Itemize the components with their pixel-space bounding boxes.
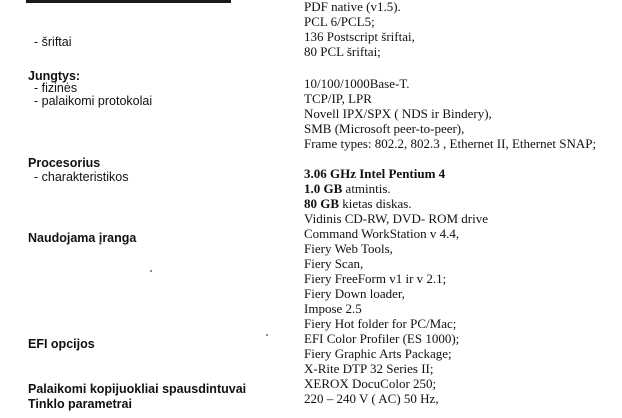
label-physical: - fizinės [34,81,78,95]
ram-text: atmintis. [342,181,391,196]
value-cpu: 3.06 GHz Intel Pentium 4 [304,166,446,181]
value-graphic-arts: Fiery Graphic Arts Package; [304,346,452,361]
label-supported-copiers: Palaikomi kopijuokliai spausdintuvai [28,382,247,396]
value-smb: SMB (Microsoft peer-to-peer), [304,121,465,136]
disk-amount: 80 GB [304,196,340,211]
scan-speck [150,270,152,272]
value-color-profiler: EFI Color Profiler (ES 1000); [304,331,460,346]
value-freeform: Fiery FreeForm v1 ir v 2.1; [304,271,447,286]
label-efi-options: EFI opcijos [28,337,95,351]
value-frame-types: Frame types: 802.2, 802.3 , Ethernet II, Ethernet SNAP; [304,136,597,151]
ram-amount: 1.0 GB [304,181,343,196]
label-network-params: Tinklo parametrai [28,397,132,411]
disk-text: kietas diskas. [339,196,412,211]
label-connections: Jungtys: [28,69,81,83]
value-voltage: 220 – 240 V ( AC) 50 Hz, [304,391,439,406]
scan-speck [266,334,268,336]
value-ram [304,181,391,196]
label-protocols: - palaikomi protokolai [34,94,153,108]
value-downloader: Fiery Down loader, [304,286,405,301]
label-processor: Procesorius [28,156,101,170]
label-equipment: Naudojama įranga [28,231,137,245]
value-xrite: X-Rite DTP 32 Series II; [304,361,434,376]
value-web-tools: Fiery Web Tools, [304,241,393,256]
value-tcpip: TCP/IP, LPR [304,91,372,106]
value-fiery-scan: Fiery Scan, [304,256,364,271]
top-rule [26,0,231,3]
label-fonts: - šriftai [34,35,72,49]
value-pcl-fonts: 80 PCL šriftai; [304,44,381,59]
value-cd-drive: Vidinis CD-RW, DVD- ROM drive [304,211,488,226]
value-postscript-fonts: 136 Postscript šriftai, [304,29,415,44]
value-pdf: PDF native (v1.5). [304,0,401,14]
value-hot-folder: Fiery Hot folder for PC/Mac; [304,316,457,331]
label-characteristics: - charakteristikos [34,170,129,184]
value-impose: Impose 2.5 [304,301,362,316]
value-disk [304,196,412,211]
value-novell: Novell IPX/SPX ( NDS ir Bindery), [304,106,492,121]
value-pcl: PCL 6/PCL5; [304,14,375,29]
value-command-workstation: Command WorkStation v 4.4, [304,226,460,241]
value-ethernet: 10/100/1000Base-T. [304,76,410,91]
value-xerox: XEROX DocuColor 250; [304,376,437,391]
